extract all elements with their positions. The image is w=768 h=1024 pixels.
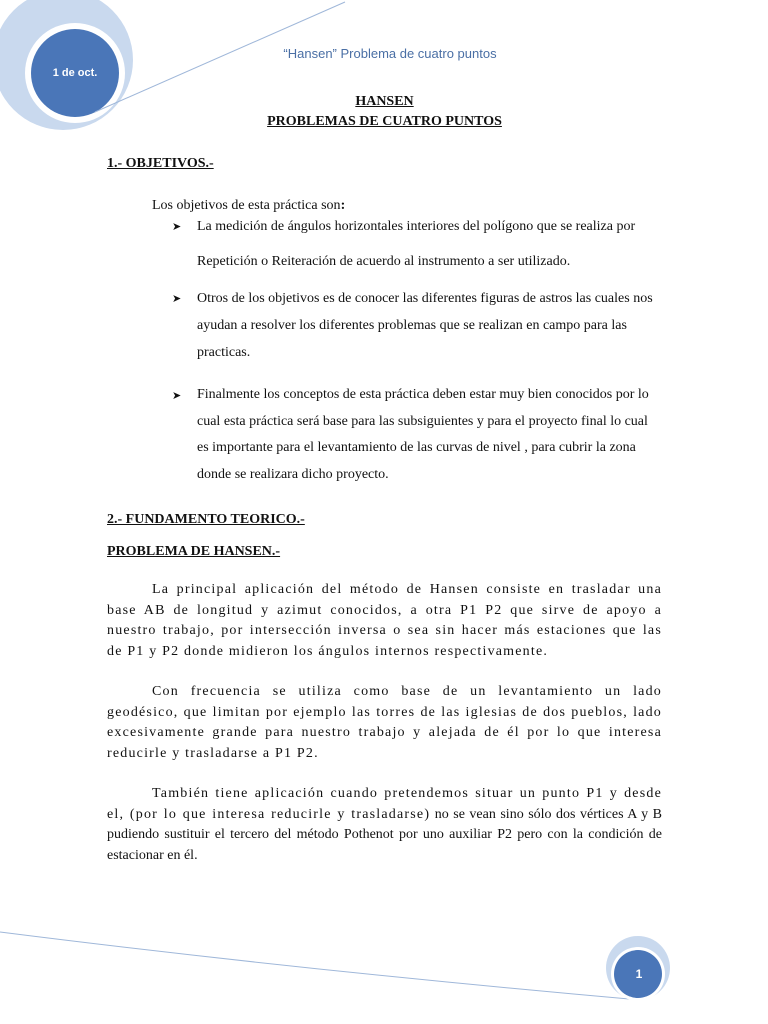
paragraph-3 <box>107 784 662 866</box>
running-header-title: “Hansen” Problema de cuatro puntos <box>283 46 497 61</box>
list-item <box>172 209 662 279</box>
subheading-problema-hansen: PROBLEMA DE HANSEN.- <box>107 544 281 559</box>
paragraph-3-part-1: También tiene aplicación cuando pretendemos situar un punto P1 y desde el, (por lo que interesa reducirle y trasladarse) <box>107 786 662 822</box>
doc-title-line1: HANSEN <box>355 94 414 109</box>
page-number: 1 <box>635 967 643 981</box>
objetivos-list <box>107 209 662 488</box>
arrow-bullet-icon: ➤ <box>172 293 182 305</box>
list-item-text: Otros de los objetivos es de conocer las diferentes figuras de astros las cuales nos ayudan a resolver los diferentes problemas que se realizan en campo para las practicas. <box>197 291 653 360</box>
paragraph-3-part-2: no se vean sino sólo dos vértices A y B pudiendo sustituir el tercero del método Pothenot por uno auxiliar P2 pero con la condición de estacionar en él. <box>107 806 662 863</box>
date-badge: 1 de oct. <box>52 67 98 79</box>
footer-line <box>0 932 640 1000</box>
list-item <box>172 382 662 488</box>
objetivos-intro-colon: : <box>340 198 346 213</box>
list-item-text: Finalmente los conceptos de esta práctica deben estar muy bien conocidos por lo cual esta práctica será base para las subsiguientes y para el proyecto final lo cual es importante para el levantamiento de las curvas de nivel , para cubrir la zona donde se realizara dicho proyecto. <box>197 387 649 482</box>
arrow-bullet-icon: ➤ <box>172 390 182 402</box>
arrow-bullet-icon: ➤ <box>172 221 182 233</box>
list-item-text: La medición de ángulos horizontales interiores del polígono que se realiza por Repetición o Reiteración de acuerdo al instrumento a ser utilizado. <box>197 219 636 269</box>
paragraph-2: Con frecuencia se utiliza como base de un levantamiento un lado geodésico, que limitan por ejemplo las torres de las iglesias de dos pueblos, lado excesivamente grande para nuestro trabajo y alejada de él por lo que interesa reducirle y trasladarse a P1 P2. <box>107 684 662 761</box>
section-heading-fundamento: 2.- FUNDAMENTO TEORICO.- <box>107 512 305 527</box>
section-heading-objetivos: 1.- OBJETIVOS.- <box>107 156 214 171</box>
document-body <box>107 92 662 866</box>
objetivos-intro-text: Los objetivos de esta práctica son <box>152 198 341 213</box>
paragraph-1: La principal aplicación del método de Hansen consiste en trasladar una base AB de longitud y azimut conocidos, a otra P1 P2 que sirve de apoyo a nuestro trabajo, por intersección inversa o sea sin hacer más estaciones que las de P1 y P2 donde midieron los ángulos internos respectivamente. <box>107 582 662 659</box>
list-item <box>172 285 662 366</box>
doc-title-line2: PROBLEMAS DE CUATRO PUNTOS <box>267 114 502 129</box>
